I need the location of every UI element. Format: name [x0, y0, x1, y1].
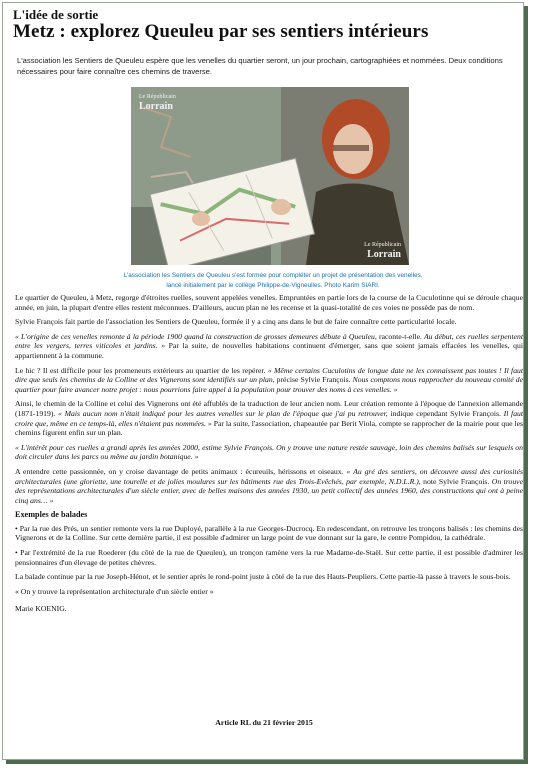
text-segment: indique cependant Sylvie François. — [387, 408, 501, 418]
author-signature: Marie KOENIG. — [15, 604, 67, 614]
text-segment: Par la suite, de nouvelles habitations continuent d'émerger, sans que soient jamais effacées les venelles, qui appartiennent à la commune. — [15, 341, 523, 360]
pull-quote: « On y trouve la représentation architecturale d'un siècle entier » — [15, 586, 214, 596]
watermark-line2: Lorrain — [139, 101, 173, 112]
caption-line2: lancé initialement par le collège Philippe-de-Vigneulles. Photo Karim SIARI. — [166, 281, 380, 289]
photo-caption — [73, 271, 473, 290]
paragraph-3 — [15, 332, 523, 361]
photo-watermark-bottom — [364, 241, 401, 259]
article-source: Article RL du 21 février 2015 — [215, 718, 313, 727]
paragraph-4 — [15, 366, 523, 395]
watermark-bottom-line1: Le Républicain — [364, 242, 401, 248]
article-page — [2, 2, 524, 760]
text-segment: raconte-t-elle. — [376, 331, 422, 341]
quote-segment: « Mais aucun nom n'était indiqué pour les autres venelles sur le plan de l'époque que j'ai pu retrouver, — [55, 408, 388, 418]
paragraph-7 — [15, 467, 523, 505]
quote-segment: Au début, ces ruelles serpentent entre les vergers, terres viticoles et jardins. » — [15, 331, 523, 351]
paragraph-6: « L'intérêt pour ces ruelles a grandi après les années 2000, estime Sylvie François. On y trouve une nature restée sauvage, loin des chemins balisés sur lesquels on doit circuler dans les parcs ou même au jardin botanique. » — [15, 442, 523, 462]
quote-segment: Il faut croire que, même en ce temps-là, elles n'étaient pas nommées. » — [15, 408, 524, 428]
photo-illustration — [131, 87, 409, 265]
caption-line1: L'association les Sentiers de Queuleu s'est formée pour compléter un projet de présentation des venelles, — [123, 272, 423, 279]
section-heading: Exemples de balades — [15, 510, 88, 520]
text-segment: A entendre cette passionnée, on y croise davantage de petits animaux : écureuils, hérissons et oiseaux. — [15, 466, 344, 476]
article-body — [15, 293, 523, 619]
photo-watermark — [139, 93, 176, 111]
article-lead: L'association les Sentiers de Queuleu espère que les venelles du quartier seront, un jour prochain, cartographiées et nommées. Deux conditions nécessaires pour faire connaître ces chemins de traverse. — [17, 56, 503, 76]
quote-segment: Nous comptons nous rapprocher du nouveau comité de quartier pour faire avancer notre projet : nous pourrions faire appel à la population pour trouver des noms à ces venelles. » — [15, 375, 523, 394]
quote-segment: « Même certains Cuculotins de longue date ne les connaissent pas toutes ! Il faut dire que seuls les chemins de la Colline et des Vignerons sont identifiés sur un plan, — [15, 365, 524, 385]
quote-segment: « L'origine de ces venelles remonte à la période 1900 quand la construction de grosses demeures débute à Queuleu, — [15, 331, 377, 341]
quote-segment: On trouve des représentations architecturales d'un siècle entier, avec de belles maisons des années 1930, un petit collectif des années 1960, des constructions qui ont à peine cinq ans… » — [15, 476, 524, 505]
walk-3: La balade continue par la rue Joseph-Hénot, et le sentier après le rond-point juste à côté de la rue des Hauts-Peupliers. Cette partie-là passe à travers le sous-bois. — [15, 572, 511, 582]
quote-segment: « Au gré des sentiers, on découvre aussi des curiosités architecturales (une gloriette, une tourelle et de jolies moulures sur les bâtiments rue des Trois-Evêchés, par exemple, N.D.L.R.), — [15, 466, 523, 486]
kicker: L'idée de sortie — [13, 7, 99, 22]
text-segment: précise Sylvie François. — [274, 375, 351, 385]
walk-1: • Par la rue des Prés, un sentier remonte vers la rue Duployé, parallèle à la rue Georges-Ducrocq. En redescendant, on retrouve les tronçons balisés : les chemins des Vignerons et de la Colline. Sur cette dernière partie, il est possible d'admirer un large point de vue donnant sur la gare, le centre Pompidou, la cathédrale. — [15, 523, 523, 543]
paragraph-5 — [15, 399, 523, 437]
text-segment: Ainsi, le chemin de la Colline et celui des Vignerons ont été affublés de la traduction de leur ancien nom. Leur création remonte à l'époque de l'annexion allemande (1871-1919). — [15, 399, 523, 418]
watermark-bottom-line2: Lorrain — [367, 249, 401, 260]
article-photo — [131, 87, 409, 265]
walk-2: • Par l'extrémité de la rue Roederer (du côté de la rue de Queuleu), un tronçon ramène vers la rue Madame-de-Staël. Sur cette partie, il est possible d'admirer les pensionnaires d'un élevage de petites chèvres. — [15, 548, 523, 567]
text-segment: Par la suite, l'association, chapeautée par Berit Viola, compte se rapprocher de la mairie pour que les chemins figurent enfin sur un plan. — [15, 418, 524, 438]
paragraph-2: Sylvie François fait partie de l'association les Sentiers de Queuleu, formée il y a cinq ans dans le but de faire connaître cette particularité locale. — [15, 317, 457, 327]
watermark-line1: Le Républicain — [139, 94, 176, 100]
paragraph-1: Le quartier de Queuleu, à Metz, regorge d'étroites ruelles, souvent appelées venelles. Empruntées en partie lors de la course de la Cuculotinne qui se déroule chaque année, en juin, la plupart d'entre elles restent méconnues. D'ailleurs, aucun plan ne les recense et la quasi-totalité de ces voies ne possède pas de nom. — [15, 293, 523, 312]
article-title: Metz : explorez Queuleu par ses sentiers intérieurs — [13, 21, 429, 42]
text-segment: note Sylvie François. — [420, 476, 490, 486]
text-segment: Le hic ? Il est difficile pour les promeneurs extérieurs au quartier de les repérer. — [15, 365, 266, 375]
